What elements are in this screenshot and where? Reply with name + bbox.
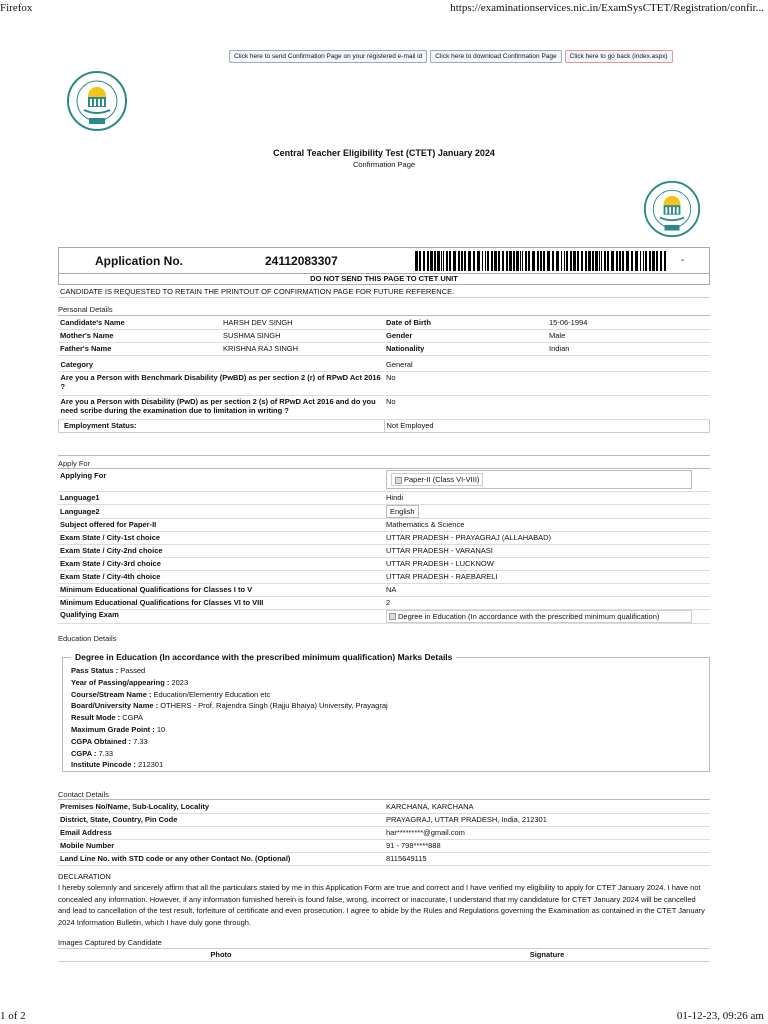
page-url: https://examinationservices.nic.in/ExamSysCTET/Registration/confir... bbox=[450, 2, 764, 14]
checkbox[interactable] bbox=[389, 613, 396, 620]
field-value bbox=[384, 469, 710, 491]
barcode-bar bbox=[415, 251, 418, 271]
field-label: Date of Birth bbox=[384, 316, 547, 329]
marks-key: Institute Pincode : bbox=[71, 760, 137, 770]
table-row bbox=[58, 826, 710, 839]
marks-value: 7.33 bbox=[131, 736, 148, 746]
barcode-bar bbox=[520, 251, 521, 271]
field-value: No bbox=[384, 395, 710, 419]
barcode-bar bbox=[532, 251, 535, 271]
images-heading: Images Captured by Candidate bbox=[58, 938, 162, 947]
qualifying-exam-value: Degree in Education (In accordance with the prescribed minimum qualification) bbox=[398, 611, 660, 621]
field-value: Male bbox=[547, 329, 710, 342]
application-bar bbox=[58, 247, 710, 274]
barcode-bar bbox=[573, 251, 576, 271]
field-value: HARSH DEV SINGH bbox=[221, 316, 384, 329]
table-row bbox=[58, 316, 710, 329]
barcode-bar bbox=[616, 251, 618, 271]
field-label: Candidate's Name bbox=[58, 316, 221, 329]
table-row bbox=[58, 504, 710, 518]
barcode-bar bbox=[626, 251, 629, 271]
contact-details-table bbox=[58, 800, 710, 866]
field-value: KARCHANA, KARCHANA bbox=[384, 800, 710, 813]
marks-row bbox=[71, 760, 701, 772]
marks-row bbox=[71, 737, 701, 749]
barcode-bar bbox=[513, 251, 515, 271]
field-value: UTTAR PRADESH - LUCKNOW bbox=[384, 557, 710, 570]
barcode-bar bbox=[585, 251, 587, 271]
barcode-bar bbox=[473, 251, 475, 271]
field-value: 2 bbox=[384, 596, 710, 609]
field-value: General bbox=[384, 358, 710, 371]
barcode-bar bbox=[660, 251, 662, 271]
table-row bbox=[58, 609, 710, 623]
barcode-bar bbox=[528, 251, 530, 271]
barcode-bar bbox=[427, 251, 429, 271]
marks-row bbox=[71, 678, 701, 690]
barcode-bar bbox=[601, 251, 602, 271]
marks-key: Pass Status : bbox=[71, 666, 119, 675]
barcode-bar bbox=[461, 251, 463, 271]
barcode-bar bbox=[464, 251, 466, 271]
field-value: 15-06-1994 bbox=[547, 316, 710, 329]
barcode-bar bbox=[509, 251, 512, 271]
field-value bbox=[384, 504, 710, 518]
barcode-bar bbox=[622, 251, 624, 271]
marks-row bbox=[71, 749, 701, 761]
marks-key: CGPA Obtained : bbox=[71, 736, 131, 746]
personal-details-heading: Personal Details bbox=[58, 305, 113, 314]
apply-for-table bbox=[58, 469, 710, 624]
barcode-bar bbox=[566, 251, 568, 271]
barcode-bar bbox=[640, 251, 641, 271]
barcode-bar bbox=[453, 251, 456, 271]
field-label: Exam State / City-3rd choice bbox=[58, 557, 384, 570]
page-title: Central Teacher Eligibility Test (CTET) January 2024 bbox=[273, 148, 495, 158]
field-label: Exam State / City-2nd choice bbox=[58, 544, 384, 557]
marks-row bbox=[71, 713, 701, 725]
table-row bbox=[58, 813, 710, 826]
field-label: Mother's Name bbox=[58, 329, 221, 342]
field-value: PRAYAGRAJ, UTTAR PRADESH, India, 212301 bbox=[384, 813, 710, 826]
barcode-bar bbox=[419, 251, 421, 271]
field-label: Are you a Person with Disability (PwD) as per section 2 (s) of RPwD Act 2016 and do you need scribe during the examination due to limitation in writing ? bbox=[59, 395, 385, 419]
warning-banner: DO NOT SEND THIS PAGE TO CTET UNIT bbox=[58, 273, 710, 285]
field-label: Are you a Person with Benchmark Disability (PwBD) as per section 2 (r) of RPwD Act 2016 ? bbox=[59, 371, 385, 395]
table-row bbox=[58, 557, 710, 570]
field-value: No bbox=[384, 371, 710, 395]
table-row bbox=[58, 839, 710, 852]
barcode-bar bbox=[494, 251, 497, 271]
barcode-bar bbox=[502, 251, 504, 271]
table-row bbox=[58, 342, 710, 355]
field-value: Hindi bbox=[384, 491, 710, 504]
field-value: UTTAR PRADESH - RAEBARELI bbox=[384, 570, 710, 583]
barcode-bar bbox=[482, 251, 483, 271]
education-details-heading: Education Details bbox=[58, 634, 117, 643]
table-row bbox=[59, 358, 710, 371]
table-row bbox=[58, 570, 710, 583]
barcode bbox=[415, 251, 673, 271]
barcode-bar bbox=[592, 251, 594, 271]
barcode-bar bbox=[443, 251, 444, 271]
barcode-bar bbox=[468, 251, 471, 271]
field-label: Language2 bbox=[58, 504, 384, 518]
field-value bbox=[384, 609, 710, 623]
field-label: Minimum Educational Qualifications for Classes I to V bbox=[58, 583, 384, 596]
cbse-emblem-icon bbox=[643, 180, 701, 238]
field-label: Mobile Number bbox=[58, 839, 384, 852]
table-row bbox=[59, 419, 710, 432]
barcode-bar bbox=[631, 251, 633, 271]
field-label: Employment Status: bbox=[59, 419, 385, 432]
marks-value: 10 bbox=[154, 724, 166, 734]
barcode-bar bbox=[522, 251, 523, 271]
browser-name: Firefox bbox=[0, 2, 33, 14]
field-label: Gender bbox=[384, 329, 547, 342]
barcode-bar bbox=[552, 251, 554, 271]
table-row bbox=[58, 852, 710, 865]
barcode-bar bbox=[645, 251, 647, 271]
barcode-bar bbox=[635, 251, 638, 271]
barcode-bar bbox=[477, 251, 480, 271]
field-value: UTTAR PRADESH - VARANASI bbox=[384, 544, 710, 557]
field-label: Premises No/Name, Sub-Locality, Locality bbox=[58, 800, 384, 813]
field-value: 91 - 798*****888 bbox=[384, 839, 710, 852]
table-row bbox=[59, 371, 710, 395]
table-row bbox=[58, 329, 710, 342]
marks-key: Board/University Name : bbox=[71, 701, 159, 711]
barcode-bar bbox=[423, 251, 425, 271]
barcode-bar bbox=[446, 251, 448, 271]
marks-value: Passed bbox=[118, 666, 146, 675]
marks-value: OTHERS - Prof. Rajendra Singh (Rajju Bhaiya) University, Prayagraj bbox=[158, 701, 388, 711]
field-label: Land Line No. with STD code or any other Contact No. (Optional) bbox=[58, 852, 384, 865]
marks-key: Course/Stream Name : bbox=[71, 689, 152, 699]
marks-value: CGPA bbox=[120, 713, 143, 723]
barcode-bar bbox=[588, 251, 591, 271]
download-confirmation-button[interactable]: Click here to download Confirmation Page bbox=[430, 50, 561, 63]
field-value: Mathematics & Science bbox=[384, 518, 710, 531]
retain-notice: CANDIDATE IS REQUESTED TO RETAIN THE PRINTOUT OF CONFIRMATION PAGE FOR FUTURE REFERENCE. bbox=[58, 287, 710, 298]
applying-for-value: Paper-II (Class VI-VIII) bbox=[404, 475, 480, 485]
field-value: 8115649115 bbox=[384, 852, 710, 865]
barcode-bar bbox=[599, 251, 600, 271]
table-row bbox=[58, 518, 710, 531]
barcode-bar bbox=[485, 251, 486, 271]
field-label: Email Address bbox=[58, 826, 384, 839]
field-label: Qualifying Exam bbox=[58, 609, 384, 623]
field-label: Subject offered for Paper-II bbox=[58, 518, 384, 531]
field-value: KRISHNA RAJ SINGH bbox=[221, 342, 384, 355]
barcode-bar bbox=[506, 251, 508, 271]
marks-details-panel bbox=[62, 652, 710, 772]
table-row bbox=[58, 544, 710, 557]
barcode-bar bbox=[458, 251, 460, 271]
action-bar bbox=[229, 50, 673, 63]
barcode-bar bbox=[595, 251, 598, 271]
marks-key: Maximum Grade Point : bbox=[71, 724, 155, 734]
table-row bbox=[58, 469, 710, 491]
page-subtitle: Confirmation Page bbox=[352, 160, 416, 169]
field-value: Indian bbox=[547, 342, 710, 355]
barcode-bar bbox=[656, 251, 658, 271]
table-row bbox=[59, 395, 710, 419]
barcode-bar bbox=[540, 251, 542, 271]
barcode-bar bbox=[537, 251, 539, 271]
cbse-emblem-icon bbox=[66, 70, 128, 132]
barcode-bar bbox=[516, 251, 519, 271]
personal-details-table bbox=[58, 316, 710, 356]
field-value: Not Employed bbox=[384, 419, 710, 432]
declaration-text: I hereby solemnly and sincerely affirm that all the particulars stated by me in this Application Form are true and correct and I have verified my eligibility to apply for CTET January 2024. I have not concealed any information. However, if any information furnished herein is found false, wrong, incorrect or inaccurate, I understand that my candidature for CTET January 2024 will be cancelled and lead to cancellation of the test result, forfeiture of certificate and even prosecution. I agree to abide by the Rules and Regulations governing the Examination as contained in the CTET January 2024 Information Bulletin, which I have duly gone through. bbox=[58, 883, 705, 927]
table-row bbox=[58, 596, 710, 609]
application-number: 24112083307 bbox=[265, 253, 338, 268]
checkbox[interactable] bbox=[395, 477, 402, 484]
marks-key: Year of Passing/appearing : bbox=[71, 677, 170, 687]
images-table-header bbox=[58, 948, 710, 962]
marks-key: CGPA : bbox=[71, 748, 97, 758]
table-row bbox=[58, 800, 710, 813]
barcode-bar bbox=[649, 251, 651, 271]
marks-row bbox=[71, 690, 701, 702]
field-value: UTTAR PRADESH - PRAYAGRAJ (ALLAHABAD) bbox=[384, 531, 710, 544]
barcode-bar bbox=[564, 251, 565, 271]
barcode-bar bbox=[652, 251, 655, 271]
marks-value: 7.33 bbox=[96, 748, 114, 758]
barcode-bar bbox=[604, 251, 606, 271]
field-label: Exam State / City-1st choice bbox=[58, 531, 384, 544]
marks-value: Education/Elementry Education etc bbox=[151, 689, 271, 699]
page-counter: 1 of 2 bbox=[0, 1010, 26, 1022]
barcode-bar bbox=[525, 251, 527, 271]
field-label: Minimum Educational Qualifications for Classes VI to VIII bbox=[58, 596, 384, 609]
barcode-bar bbox=[577, 251, 579, 271]
barcode-bar bbox=[430, 251, 433, 271]
declaration-heading: DECLARATION bbox=[58, 872, 111, 881]
barcode-bar bbox=[449, 251, 451, 271]
marks-key: Result Mode : bbox=[71, 713, 121, 723]
print-datetime: 01-12-23, 09:26 am bbox=[676, 1010, 764, 1022]
field-label: Category bbox=[59, 358, 385, 371]
application-label: Application No. bbox=[95, 253, 183, 268]
go-back-button[interactable]: Click here to go back (index.aspx) bbox=[565, 50, 673, 63]
field-value: NA bbox=[384, 583, 710, 596]
field-label: District, State, Country, Pin Code bbox=[58, 813, 384, 826]
field-label: Father's Name bbox=[58, 342, 221, 355]
application-suffix: - bbox=[681, 255, 685, 266]
barcode-bar bbox=[611, 251, 614, 271]
table-row bbox=[58, 491, 710, 504]
barcode-bar bbox=[441, 251, 442, 271]
barcode-bar bbox=[543, 251, 545, 271]
photo-column-header: Photo bbox=[210, 950, 232, 959]
barcode-bar bbox=[437, 251, 440, 271]
barcode-bar bbox=[547, 251, 550, 271]
marks-details-legend: Degree in Education (In accordance with the prescribed minimum qualification) Marks Details bbox=[75, 652, 453, 662]
barcode-bar bbox=[434, 251, 436, 271]
marks-value: 2023 bbox=[169, 677, 189, 687]
field-label: Applying For bbox=[58, 469, 384, 491]
field-value: SUSHMA SINGH bbox=[221, 329, 384, 342]
barcode-bar bbox=[570, 251, 572, 271]
field-label: Exam State / City-4th choice bbox=[58, 570, 384, 583]
barcode-bar bbox=[643, 251, 644, 271]
signature-column-header: Signature bbox=[529, 950, 565, 959]
marks-row bbox=[71, 725, 701, 737]
barcode-bar bbox=[561, 251, 562, 271]
marks-value: 212301 bbox=[136, 760, 164, 770]
field-label: Nationality bbox=[384, 342, 547, 355]
field-value: har*********@gmail.com bbox=[384, 826, 710, 839]
barcode-bar bbox=[581, 251, 583, 271]
marks-row bbox=[71, 701, 701, 713]
disability-table bbox=[58, 358, 710, 433]
contact-details-heading: Contact Details bbox=[58, 790, 109, 799]
barcode-bar bbox=[619, 251, 621, 271]
barcode-bar bbox=[607, 251, 609, 271]
barcode-bar bbox=[498, 251, 500, 271]
apply-for-heading: Apply For bbox=[58, 459, 91, 468]
email-confirmation-button[interactable]: Click here to send Confirmation Page on your registered e-mail id bbox=[229, 50, 427, 63]
divider bbox=[58, 455, 710, 456]
barcode-bar bbox=[491, 251, 493, 271]
marks-row bbox=[71, 666, 701, 678]
table-row bbox=[58, 583, 710, 596]
language2-value: English bbox=[386, 505, 419, 518]
barcode-bar bbox=[664, 251, 666, 271]
barcode-bar bbox=[556, 251, 559, 271]
table-row bbox=[58, 531, 710, 544]
barcode-bar bbox=[487, 251, 489, 271]
field-label: Language1 bbox=[58, 491, 384, 504]
